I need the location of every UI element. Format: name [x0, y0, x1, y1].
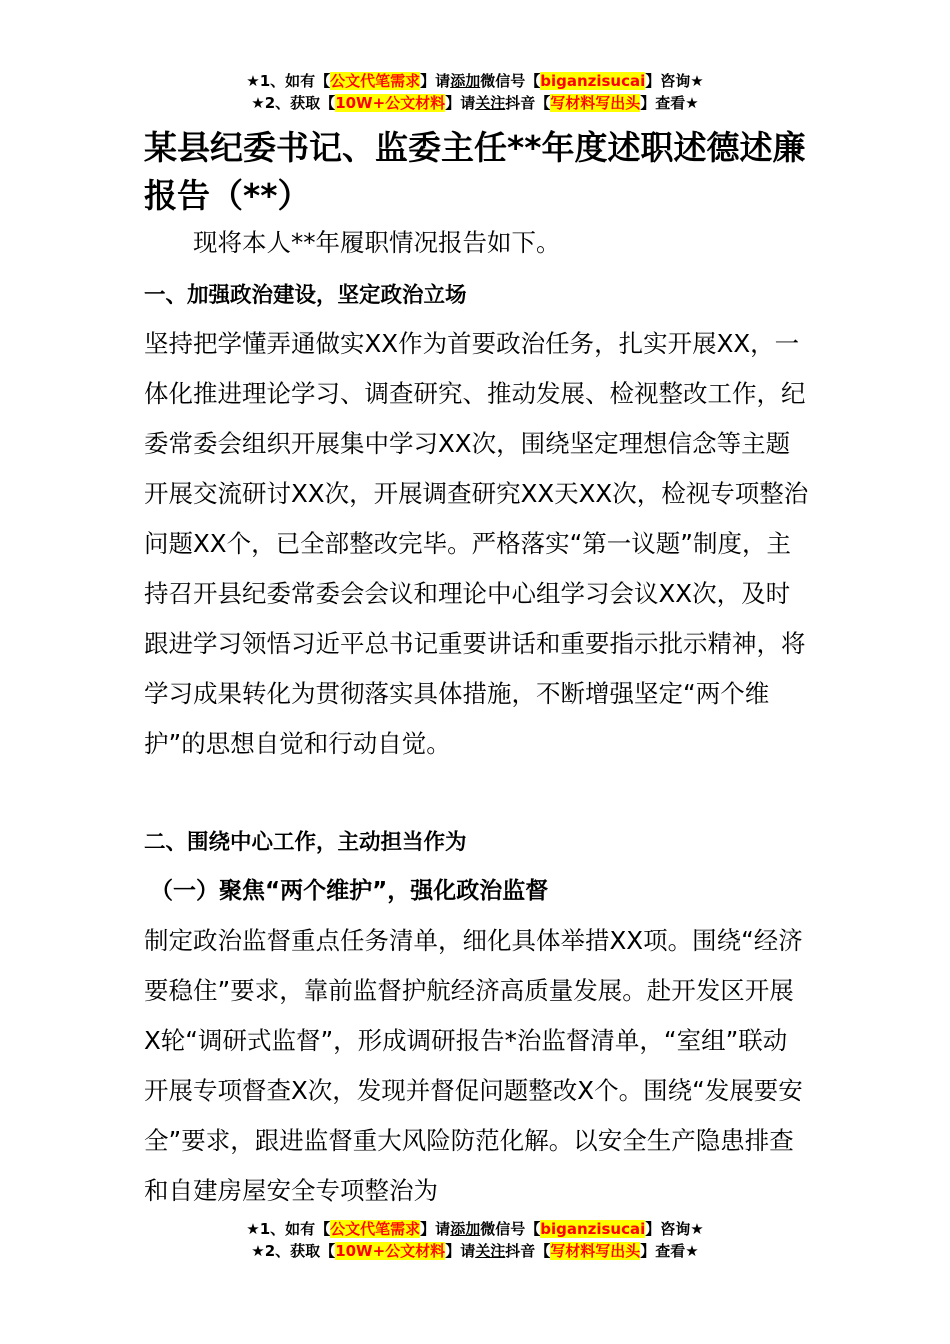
promo-highlight-materials: 10W+公文材料: [335, 94, 446, 112]
promo-text-underlined: 添加: [450, 1220, 481, 1238]
promo-text: 】请: [445, 1242, 476, 1260]
promo-text: 】请: [420, 72, 451, 90]
section2-heading: 二、围绕中心工作，主动担当作为: [144, 830, 467, 855]
promo-highlight-service: 公文代笔需求: [330, 72, 421, 90]
section2-body: 制定政治监督重点任务清单，细化具体举措XX项。围绕“经济要稳住”要求，靠前监督护航经济高质量发展。赴开发区开展X轮“调研式监督”，形成调研报告*治监督清单，“室组”联动开展专项督查X次，发现并督促问题整改X个。围绕“发展要安全”要求，跟进监督重大风险防范化解。以安全生产隐患排查和自建房屋安全专项整治为: [144, 926, 803, 1205]
promo-text: ★2、获取【: [251, 1242, 336, 1260]
promo-line-2: [0, 92, 950, 114]
promo-highlight-service: 公文代笔需求: [330, 1220, 421, 1238]
promo-line-2: [0, 1240, 950, 1262]
promo-highlight-wechat: biganzisucai: [540, 72, 646, 90]
promo-text: 】咨询★: [645, 1220, 704, 1238]
promo-text: 抖音【: [505, 1242, 551, 1260]
promo-text: ★1、如有【: [246, 72, 331, 90]
intro-paragraph: 现将本人**年履职情况报告如下。: [193, 228, 561, 257]
promo-highlight-douyin: 写材料写出头: [550, 1242, 641, 1260]
promo-text: 】查看★: [640, 1242, 699, 1260]
promo-text-underlined: 添加: [450, 72, 481, 90]
document-title: 某县纪委书记、监委主任**年度述职述德述廉报告（**）: [144, 128, 806, 215]
promo-text: 微信号【: [480, 72, 541, 90]
section1-heading: 一、加强政治建设，坚定政治立场: [144, 283, 467, 308]
promo-text: 】请: [445, 94, 476, 112]
promo-text-underlined: 关注: [475, 1242, 506, 1260]
promo-banner-bottom: [0, 1218, 950, 1262]
promo-text: 抖音【: [505, 94, 551, 112]
promo-text: 】咨询★: [645, 72, 704, 90]
promo-text: ★2、获取【: [251, 94, 336, 112]
promo-line-1: [0, 70, 950, 92]
promo-highlight-douyin: 写材料写出头: [550, 94, 641, 112]
promo-banner-top: [0, 70, 950, 114]
promo-text-underlined: 关注: [475, 94, 506, 112]
promo-line-1: [0, 1218, 950, 1240]
promo-text: ★1、如有【: [246, 1220, 331, 1238]
promo-highlight-wechat: biganzisucai: [540, 1220, 646, 1238]
promo-text: 微信号【: [480, 1220, 541, 1238]
section2-subheading-1: （一）聚焦“两个维护”，强化政治监督: [150, 878, 549, 904]
promo-text: 】查看★: [640, 94, 699, 112]
promo-highlight-materials: 10W+公文材料: [335, 1242, 446, 1260]
section1-body: 坚持把学懂弄通做实XX作为首要政治任务，扎实开展XX，一体化推进理论学习、调查研究、推动发展、检视整改工作，纪委常委会组织开展集中学习XX次，围绕坚定理想信念等主题开展交流研讨XX次，开展调查研究XX天XX次，检视专项整治问题XX个，已全部整改完毕。严格落实“第一议题”制度，主持召开县纪委常委会会议和理论中心组学习会议XX次，及时跟进学习领悟习近平总书记重要讲话和重要指示批示精神，将学习成果转化为贯彻落实具体措施，不断增强坚定“两个维护”的思想自觉和行动自觉。: [144, 329, 809, 758]
promo-text: 】请: [420, 1220, 451, 1238]
